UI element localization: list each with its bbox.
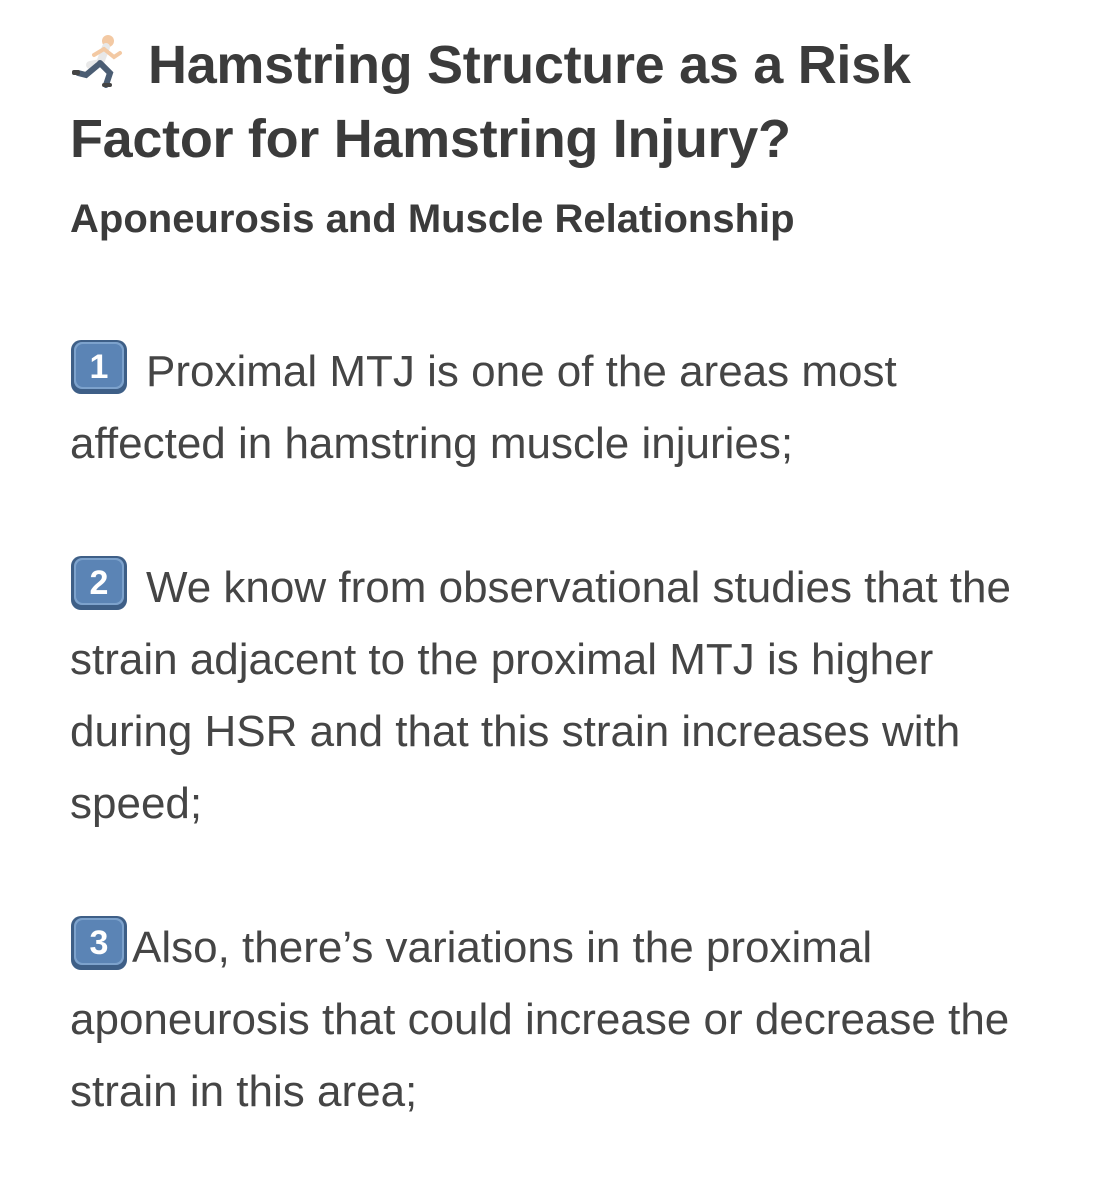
svg-text:2: 2: [89, 564, 109, 602]
runner-icon: [70, 33, 134, 89]
page-title: [70, 28, 1060, 176]
keycap-1-icon: [70, 339, 128, 395]
list-item-1: [70, 336, 1060, 480]
keycap-3-icon: [70, 915, 128, 971]
document-page: [70, 28, 1060, 1128]
page-subtitle: Aponeurosis and Muscle Relationship: [70, 197, 795, 241]
svg-text:1: 1: [89, 348, 109, 386]
keycap-2-icon: [70, 555, 128, 611]
list-item-text: We know from observational studies that the strain adjacent to the proximal MTJ is higher during HSR and that this strain increases with speed;: [70, 563, 1011, 828]
list-item-text: Proximal MTJ is one of the areas most affected in hamstring muscle injuries;: [70, 347, 897, 468]
list-item-3: [70, 912, 1060, 1128]
svg-text:3: 3: [89, 924, 109, 962]
list-item-2: [70, 552, 1060, 840]
list-item-text: Also, there’s variations in the proximal aponeurosis that could increase or decrease the strain in this area;: [70, 923, 1010, 1116]
page-title-text: Hamstring Structure as a Risk Factor for Hamstring Injury?: [70, 35, 911, 169]
